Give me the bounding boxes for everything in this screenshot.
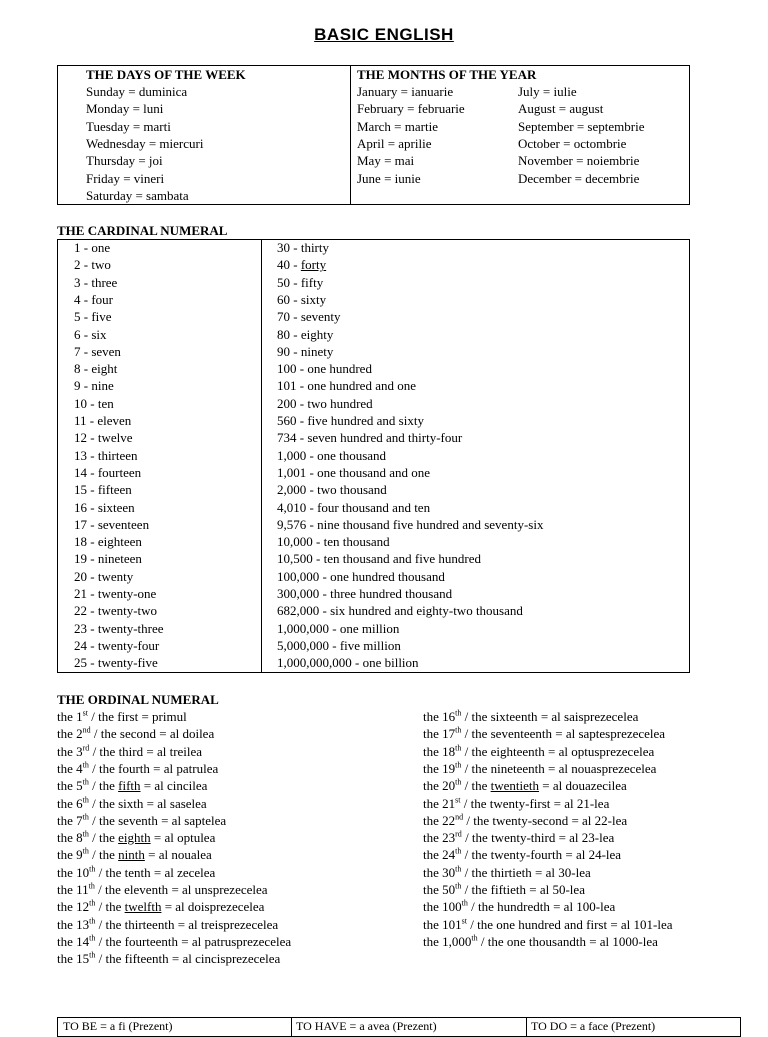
day-item: Sunday = duminica	[86, 84, 188, 99]
cardinal-item: 16 - sixteen	[74, 499, 135, 515]
months-heading: THE MONTHS OF THE YEAR	[357, 67, 537, 82]
ordinal-heading: THE ORDINAL NUMERAL	[57, 692, 219, 707]
ordinal-word: eighth	[118, 830, 151, 846]
ordinal-word: ninth	[118, 847, 145, 863]
ordinal-item: the 21st / the twenty-first = al 21-lea	[423, 795, 610, 811]
page-title: BASIC ENGLISH	[314, 25, 454, 44]
ordinal-item: the 3rd / the third = al treilea	[57, 743, 203, 759]
cardinal-item: 560 - five hundred and sixty	[277, 413, 424, 428]
day-item: Tuesday = marti	[86, 118, 171, 134]
cardinal-heading: THE CARDINAL NUMERAL	[57, 223, 228, 238]
cardinal-item: 12 - twelve	[74, 430, 133, 446]
cardinal-item: 24 - twenty-four	[74, 637, 160, 653]
cardinal-item: 19 - nineteen	[74, 551, 142, 567]
cardinal-item: 100 - one hundred	[277, 361, 372, 377]
month-item: October = octombrie	[518, 135, 627, 151]
ordinal-item: the 23rd / the twenty-third = al 23-lea	[423, 829, 615, 846]
table-divider	[526, 1018, 527, 1036]
cardinal-item: 200 - two hundred	[277, 395, 373, 411]
cardinal-item: 15 - fifteen	[74, 482, 132, 498]
cardinal-item: 5,000,000 - five million	[277, 637, 401, 653]
ordinal-translation: = al saptelea	[157, 812, 227, 828]
month-item: December = decembrie	[518, 170, 640, 186]
ordinal-word: one hundred and first	[496, 916, 608, 932]
ordinal-suffix: th	[82, 847, 89, 857]
month-item: June = iunie	[357, 170, 421, 186]
ordinal-translation: = al treisprezecelea	[174, 916, 279, 932]
ordinal-suffix: th	[82, 829, 89, 839]
month-item: March = martie	[357, 118, 438, 134]
ordinal-suffix: st	[82, 708, 88, 718]
cardinal-item: 4,010 - four thousand and ten	[277, 499, 431, 515]
ordinal-translation: = al 21-lea	[550, 795, 610, 811]
ordinal-translation: = al 30-lea	[531, 864, 591, 880]
ordinal-word: twentieth	[490, 778, 540, 794]
ordinal-suffix: th	[82, 795, 89, 805]
ordinal-item: the 4th / the fourth = al patrulea	[57, 760, 219, 776]
month-item: January = ianuarie	[357, 84, 454, 99]
ordinal-word: twenty-third	[491, 830, 556, 846]
cardinal-item: 6 - six	[74, 326, 107, 342]
ordinal-suffix: th	[82, 760, 89, 770]
cardinal-item: 21 - twenty-one	[74, 586, 157, 601]
ordinal-suffix: rd	[455, 829, 462, 839]
ordinal-suffix: th	[89, 933, 96, 943]
ordinal-word: one thousandth	[506, 933, 586, 949]
cardinal-item: 1 - one	[74, 240, 111, 255]
cardinal-item: 2,000 - two thousand	[277, 482, 387, 498]
table-divider	[291, 1018, 292, 1036]
cardinal-item: 8 - eight	[74, 361, 118, 377]
ordinal-translation: = al 23-lea	[555, 830, 615, 846]
cardinal-item: 1,001 - one thousand and one	[277, 464, 431, 480]
ordinal-item: the 1,000th / the one thousandth = al 1000-lea	[423, 933, 658, 949]
ordinal-word: hundredth	[497, 899, 550, 915]
ordinal-item: the 9th / the ninth = al noualea	[57, 847, 212, 863]
ordinal-word: sixth	[118, 795, 144, 811]
cardinal-item: 100,000 - one hundred thousand	[277, 568, 445, 584]
ordinal-suffix: th	[88, 881, 95, 891]
month-item: November = noiembrie	[518, 153, 640, 169]
cardinal-item: 60 - sixty	[277, 291, 327, 307]
ordinal-word: third	[118, 743, 144, 759]
ordinal-suffix: th	[471, 933, 478, 943]
ordinal-translation: = al doisprezecelea	[161, 899, 265, 915]
ordinal-word: seventeenth	[490, 726, 552, 742]
ordinal-word: twenty-second	[492, 812, 569, 828]
ordinal-suffix: th	[89, 950, 96, 960]
cardinal-item: 20 - twenty	[74, 568, 134, 584]
ordinal-item: the 30th / the thirtieth = al 30-lea	[423, 864, 591, 880]
ordinal-item: the 5th / the fifth = al cincilea	[57, 777, 208, 794]
ordinal-suffix: th	[461, 898, 468, 908]
day-item: Saturday = sambata	[86, 187, 189, 203]
ordinal-item: the 11th / the eleventh = al unsprezecelea	[57, 881, 268, 897]
ordinal-word: fifteenth	[124, 951, 169, 967]
ordinal-item: the 1st / the first = primul	[57, 708, 187, 724]
cardinal-item: 7 - seven	[74, 343, 121, 359]
ordinal-translation: = al patrusprezecelea	[178, 933, 292, 949]
ordinal-translation: = al douazecilea	[539, 778, 627, 794]
cardinal-item: 80 - eighty	[277, 326, 334, 342]
ordinal-item: the 13th / the thirteenth = al treisprezecelea	[57, 916, 279, 932]
cardinal-item: 734 - seven hundred and thirty-four	[277, 430, 463, 446]
ordinal-suffix: th	[89, 916, 96, 926]
ordinal-suffix: th	[82, 777, 89, 787]
ordinal-suffix: th	[89, 898, 96, 908]
ordinal-suffix: th	[455, 708, 462, 718]
underlined-word: forty	[300, 257, 327, 273]
ordinal-translation: = al zecelea	[150, 864, 216, 880]
ordinal-translation: = al doilea	[156, 726, 215, 742]
month-item: September = septembrie	[518, 118, 645, 134]
ordinal-item: the 16th / the sixteenth = al saisprezecelea	[423, 708, 639, 724]
table-divider	[350, 66, 351, 204]
ordinal-word: fifth	[118, 778, 141, 794]
ordinal-translation: = al 22-lea	[568, 812, 628, 828]
table-divider	[261, 240, 262, 672]
ordinal-translation: = al 50-lea	[526, 882, 585, 897]
cardinal-item: 682,000 - six hundred and eighty-two thousand	[277, 603, 523, 619]
day-item: Wednesday = miercuri	[86, 135, 204, 151]
ordinal-word: nineteenth	[490, 760, 545, 776]
day-item: Friday = vineri	[86, 170, 165, 186]
ordinal-word: thirteenth	[124, 916, 175, 932]
ordinal-item: the 18th / the eighteenth = al optusprezecelea	[423, 743, 655, 759]
cardinal-item: 1,000,000,000 - one billion	[277, 655, 419, 671]
cardinal-item: 30 - thirty	[277, 240, 329, 255]
ordinal-word: second	[119, 726, 156, 742]
ordinal-suffix: th	[455, 743, 462, 753]
ordinal-item: the 100th / the hundredth = al 100-lea	[423, 898, 616, 915]
ordinal-translation: = al 101-lea	[607, 916, 673, 932]
ordinal-translation: = al optulea	[150, 830, 216, 846]
ordinal-suffix: st	[461, 916, 467, 926]
verbs-table-header-cell: TO BE = a fi (Prezent)	[63, 1019, 173, 1033]
ordinal-item: the 101st / the one hundred and first = al 101-lea	[423, 916, 673, 932]
ordinal-translation: = al cincisprezecelea	[168, 951, 281, 967]
month-item: August = august	[518, 101, 604, 117]
ordinal-word: fourteenth	[124, 933, 179, 949]
ordinal-item: the 24th / the twenty-fourth = al 24-lea	[423, 847, 622, 863]
ordinal-suffix: th	[455, 864, 462, 874]
ordinal-translation: = al 1000-lea	[585, 933, 658, 949]
ordinal-word: thirtieth	[490, 864, 532, 880]
cardinal-item: 90 - ninety	[277, 343, 334, 359]
cardinal-item: 1,000,000 - one million	[277, 620, 400, 636]
ordinal-word: fourth	[118, 760, 150, 776]
ordinal-suffix: th	[455, 760, 462, 770]
cardinal-item: 25 - twenty-five	[74, 655, 158, 671]
ordinal-word: sixteenth	[490, 709, 538, 724]
ordinal-word: first	[117, 709, 139, 724]
cardinal-item: 10 - ten	[74, 395, 114, 411]
month-item: April = aprilie	[357, 135, 432, 151]
cardinal-item: 50 - fifty	[277, 274, 324, 290]
ordinal-translation: = al unsprezecelea	[168, 882, 268, 897]
cardinal-item: 40 - forty	[277, 257, 327, 273]
ordinal-suffix: th	[455, 881, 462, 891]
ordinal-translation: = al saptesprezecelea	[552, 726, 666, 742]
cardinal-item: 1,000 - one thousand	[277, 447, 387, 463]
ordinal-suffix: nd	[455, 812, 464, 822]
cardinal-item: 10,000 - ten thousand	[277, 534, 390, 550]
ordinal-suffix: th	[89, 864, 96, 874]
cardinal-item: 3 - three	[74, 274, 118, 290]
cardinal-item: 4 - four	[74, 291, 113, 307]
ordinal-translation: = al 100-lea	[549, 899, 616, 915]
ordinal-translation: = primul	[138, 709, 187, 724]
ordinal-translation: = al optusprezecelea	[544, 743, 655, 759]
ordinal-translation: = al saisprezecelea	[537, 709, 639, 724]
ordinal-suffix: st	[455, 795, 461, 805]
ordinal-suffix: th	[455, 725, 462, 735]
cardinal-item: 18 - eighteen	[74, 534, 142, 550]
cardinal-item: 11 - eleven	[74, 413, 132, 428]
ordinal-translation: = al nouasprezecelea	[544, 760, 657, 776]
month-item: July = iulie	[518, 84, 577, 99]
cardinal-item: 23 - twenty-three	[74, 620, 164, 636]
ordinal-item: the 20th / the twentieth = al douazecilea	[423, 777, 627, 794]
ordinal-translation: = al treilea	[143, 743, 203, 759]
ordinal-translation: = al noualea	[144, 847, 212, 863]
ordinal-translation: = al patrulea	[149, 760, 219, 776]
ordinal-translation: = al saselea	[143, 795, 207, 811]
ordinal-item: the 2nd / the second = al doilea	[57, 725, 215, 742]
ordinal-word: twelfth	[124, 899, 162, 915]
ordinal-suffix: th	[455, 777, 462, 787]
ordinal-item: the 7th / the seventh = al saptelea	[57, 812, 227, 828]
days-heading: THE DAYS OF THE WEEK	[86, 67, 246, 82]
day-item: Thursday = joi	[86, 153, 163, 169]
ordinal-suffix: nd	[82, 725, 91, 735]
cardinal-item: 17 - seventeen	[74, 516, 150, 532]
cardinal-item: 2 - two	[74, 257, 111, 273]
ordinal-word: seventh	[118, 812, 158, 828]
cardinal-item: 9 - nine	[74, 378, 114, 394]
ordinal-item: the 15th / the fifteenth = al cincisprezecelea	[57, 950, 281, 967]
verbs-table-header-cell: TO DO = a face (Prezent)	[531, 1019, 656, 1033]
ordinal-word: tenth	[124, 864, 151, 880]
ordinal-word: fiftieth	[490, 882, 527, 897]
ordinal-item: the 14th / the fourteenth = al patrusprezecelea	[57, 933, 292, 949]
ordinal-item: the 8th / the eighth = al optulea	[57, 829, 216, 846]
ordinal-translation: = al 24-lea	[562, 847, 622, 863]
cardinal-item: 9,576 - nine thousand five hundred and seventy-six	[277, 516, 544, 532]
ordinal-item: the 12th / the twelfth = al doisprezecelea	[57, 898, 265, 915]
ordinal-word: twenty-first	[489, 795, 551, 811]
cardinal-item: 22 - twenty-two	[74, 603, 158, 619]
cardinal-item: 5 - five	[74, 309, 112, 325]
ordinal-suffix: th	[82, 812, 89, 822]
ordinal-item: the 50th / the fiftieth = al 50-lea	[423, 881, 585, 897]
ordinal-word: twenty-fourth	[490, 847, 563, 863]
ordinal-item: the 10th / the tenth = al zecelea	[57, 864, 216, 880]
cardinal-item: 10,500 - ten thousand and five hundred	[277, 551, 481, 567]
cardinal-item: 13 - thirteen	[74, 447, 138, 463]
cardinal-item: 70 - seventy	[277, 309, 341, 325]
cardinal-item: 14 - fourteen	[74, 464, 142, 480]
month-item: May = mai	[357, 153, 415, 169]
day-item: Monday = luni	[86, 101, 164, 117]
cardinal-item: 101 - one hundred and one	[277, 378, 416, 394]
ordinal-suffix: th	[455, 847, 462, 857]
ordinal-word: eleventh	[124, 882, 169, 897]
ordinal-translation: = al cincilea	[140, 778, 208, 794]
ordinal-item: the 6th / the sixth = al saselea	[57, 795, 207, 811]
verbs-table-header-cell: TO HAVE = a avea (Prezent)	[296, 1019, 437, 1033]
ordinal-item: the 22nd / the twenty-second = al 22-lea	[423, 812, 628, 828]
ordinal-item: the 17th / the seventeenth = al saptesprezecelea	[423, 725, 666, 742]
cardinal-item: 300,000 - three hundred thousand	[277, 586, 453, 601]
month-item: February = februarie	[357, 101, 465, 117]
ordinal-word: eighteenth	[490, 743, 545, 759]
ordinal-suffix: rd	[82, 743, 90, 753]
ordinal-item: the 19th / the nineteenth = al nouasprezecelea	[423, 760, 657, 776]
